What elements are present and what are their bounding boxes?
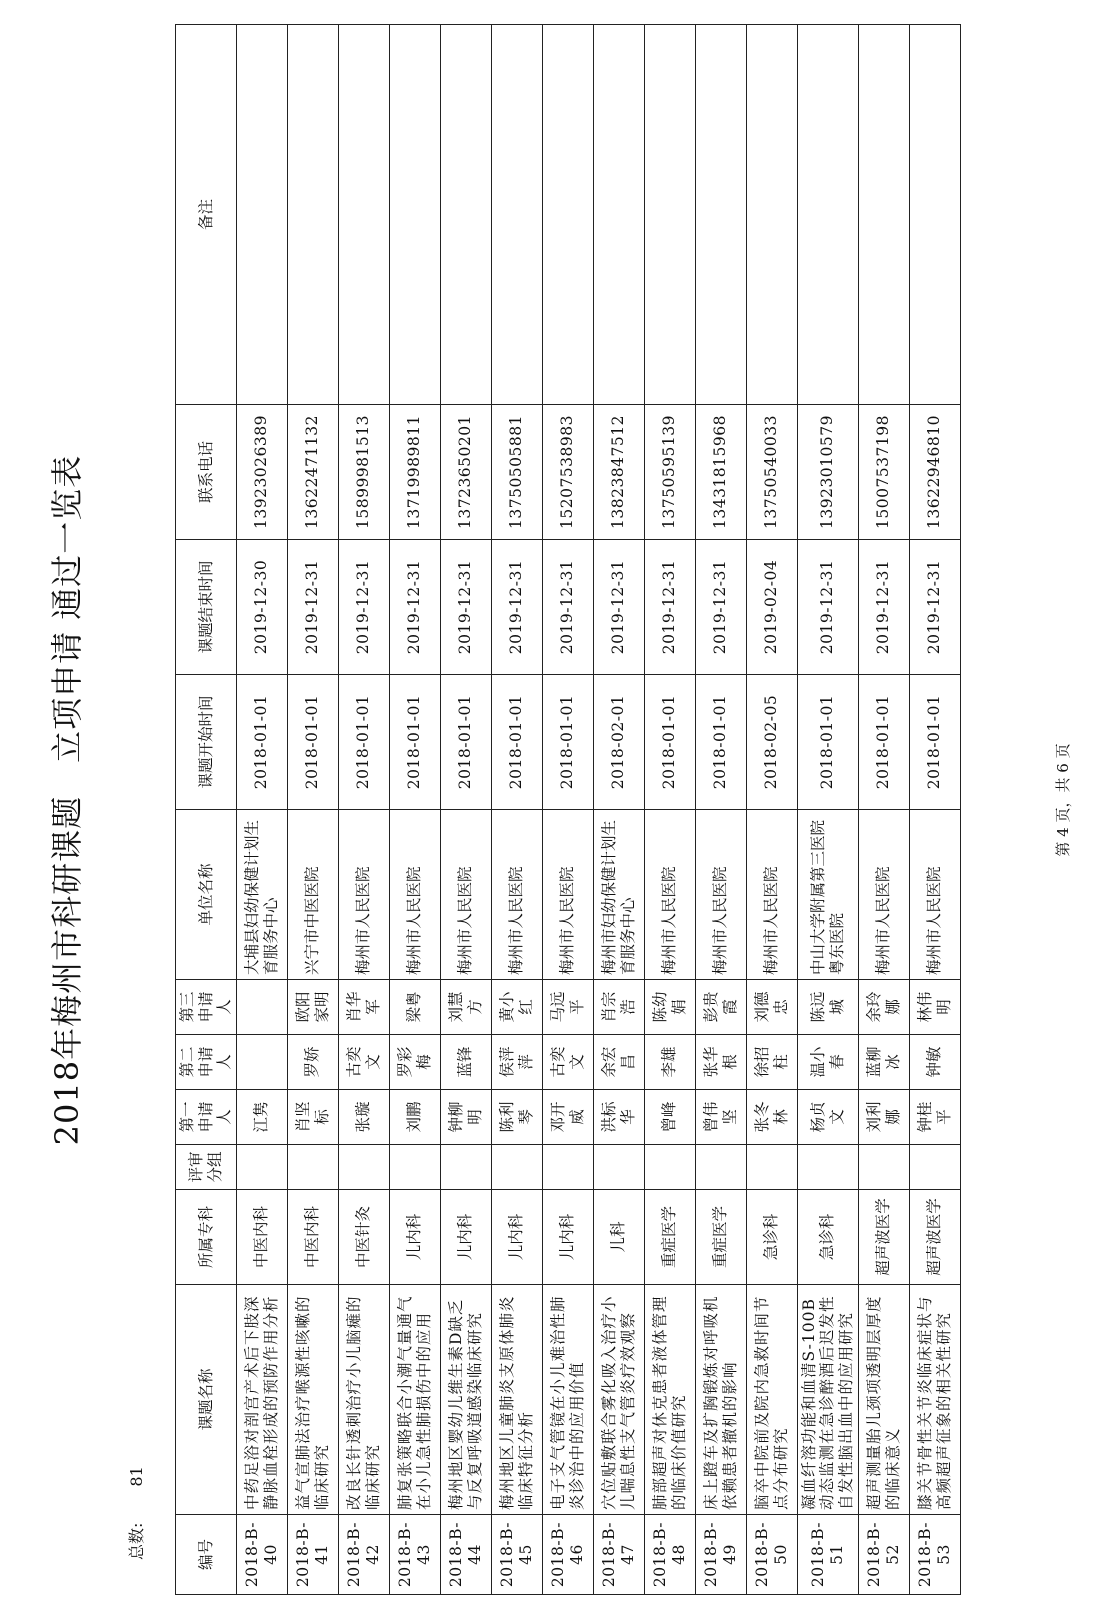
table-row — [491, 25, 542, 1595]
cell-note — [389, 25, 440, 405]
cell-topic: 床上蹬车及扩胸锻炼对呼吸机依赖患者撤机的影响 — [695, 1285, 746, 1515]
cell-dept: 中医内科 — [236, 1190, 287, 1285]
table-row — [440, 25, 491, 1595]
cell-topic: 电子支气管镜在小儿难治性肺炎诊治中的应用价值 — [542, 1285, 593, 1515]
col-header-id: 编号 — [176, 1515, 237, 1595]
col-header-applicant3: 第三申请人 — [176, 980, 237, 1035]
cell-applicant3: 陈远城 — [797, 980, 858, 1035]
cell-unit: 兴宁市中医医院 — [287, 810, 338, 980]
total-count — [124, 1466, 147, 1560]
cell-applicant3: 马远平 — [542, 980, 593, 1035]
cell-applicant1: 洪标华 — [593, 1090, 644, 1145]
col-header-group: 评审分组 — [176, 1145, 237, 1190]
col-header-phone: 联系电话 — [176, 405, 237, 540]
cell-group — [491, 1145, 542, 1190]
page-title: 2018年梅州市科研课题 立项申请 通过一览表 — [48, 454, 86, 1146]
cell-end: 2019-12-31 — [797, 540, 858, 675]
cell-start: 2018-01-01 — [909, 675, 960, 810]
cell-end: 2019-12-30 — [236, 540, 287, 675]
cell-end: 2019-12-31 — [389, 540, 440, 675]
table-row — [695, 25, 746, 1595]
page-footer: 第 4 页，共 6 页 — [1054, 743, 1072, 857]
table-row — [236, 25, 287, 1595]
cell-topic: 穴位贴敷联合雾化吸入治疗小儿喘息性支气管炎疗效观察 — [593, 1285, 644, 1515]
cell-id: 2018-B-48 — [644, 1515, 695, 1595]
cell-note — [440, 25, 491, 405]
cell-applicant2: 罗彩梅 — [389, 1035, 440, 1090]
cell-group — [746, 1145, 797, 1190]
col-header-applicant2: 第二申请人 — [176, 1035, 237, 1090]
total-label: 总数: — [127, 1522, 146, 1560]
cell-applicant1: 邓开威 — [542, 1090, 593, 1145]
cell-applicant1: 刘利娜 — [858, 1090, 909, 1145]
cell-applicant1: 陈利琴 — [491, 1090, 542, 1145]
table-row — [909, 25, 960, 1595]
cell-start: 2018-01-01 — [440, 675, 491, 810]
cell-note — [858, 25, 909, 405]
table-row — [797, 25, 858, 1595]
cell-applicant1: 江隽 — [236, 1090, 287, 1145]
cell-unit: 梅州市人民医院 — [695, 810, 746, 980]
cell-unit: 梅州市人民医院 — [542, 810, 593, 980]
cell-group — [287, 1145, 338, 1190]
col-header-applicant1: 第一申请人 — [176, 1090, 237, 1145]
cell-applicant1: 曾伟坚 — [695, 1090, 746, 1145]
cell-topic: 超声测量胎儿颈项透明层厚度的临床意义 — [858, 1285, 909, 1515]
cell-applicant3: 陈幼娟 — [644, 980, 695, 1035]
cell-group — [593, 1145, 644, 1190]
table-row — [338, 25, 389, 1595]
cell-applicant3: 林伟明 — [909, 980, 960, 1035]
cell-unit: 梅州市人民医院 — [491, 810, 542, 980]
cell-start: 2018-01-01 — [236, 675, 287, 810]
cell-applicant3: 梁粤 — [389, 980, 440, 1035]
cell-applicant1: 刘鹏 — [389, 1090, 440, 1145]
table-row — [389, 25, 440, 1595]
cell-start: 2018-01-01 — [644, 675, 695, 810]
cell-phone: 13723650201 — [440, 405, 491, 540]
cell-applicant1: 张冬林 — [746, 1090, 797, 1145]
cell-group — [440, 1145, 491, 1190]
cell-topic: 梅州地区婴幼儿维生素D缺乏与反复呼吸道感染临床研究 — [440, 1285, 491, 1515]
col-header-topic: 课题名称 — [176, 1285, 237, 1515]
cell-id: 2018-B-53 — [909, 1515, 960, 1595]
cell-topic: 脑卒中院前及院内急救时间节点分布研究 — [746, 1285, 797, 1515]
cell-applicant2: 钟敏 — [909, 1035, 960, 1090]
cell-id: 2018-B-52 — [858, 1515, 909, 1595]
cell-applicant2: 古奕文 — [338, 1035, 389, 1090]
cell-end: 2019-12-31 — [542, 540, 593, 675]
cell-id: 2018-B-49 — [695, 1515, 746, 1595]
cell-applicant3: 肖宗浩 — [593, 980, 644, 1035]
cell-group — [858, 1145, 909, 1190]
cell-topic: 凝血纤溶功能和血清S-100B动态监测在急诊醉酒后迟发性自发性脑出血中的应用研究 — [797, 1285, 858, 1515]
cell-applicant3: 欧阳家明 — [287, 980, 338, 1035]
cell-group — [644, 1145, 695, 1190]
cell-phone: 15207538983 — [542, 405, 593, 540]
cell-unit: 梅州市人民医院 — [746, 810, 797, 980]
cell-applicant3: 刘慧方 — [440, 980, 491, 1035]
cell-unit: 梅州市妇幼保健计划生育服务中心 — [593, 810, 644, 980]
cell-dept: 儿内科 — [440, 1190, 491, 1285]
cell-dept: 中医内科 — [287, 1190, 338, 1285]
cell-phone: 13622946810 — [909, 405, 960, 540]
col-header-note: 备注 — [176, 25, 237, 405]
cell-end: 2019-12-31 — [440, 540, 491, 675]
cell-topic: 益气宣肺法治疗喉源性咳嗽的临床研究 — [287, 1285, 338, 1515]
cell-unit: 梅州市人民医院 — [644, 810, 695, 980]
cell-applicant2: 古奕文 — [542, 1035, 593, 1090]
cell-end: 2019-12-31 — [644, 540, 695, 675]
cell-applicant2: 蓝锋 — [440, 1035, 491, 1090]
cell-id: 2018-B-43 — [389, 1515, 440, 1595]
cell-id: 2018-B-40 — [236, 1515, 287, 1595]
cell-end: 2019-12-31 — [287, 540, 338, 675]
table-row — [858, 25, 909, 1595]
cell-id: 2018-B-50 — [746, 1515, 797, 1595]
cell-phone: 13622471132 — [287, 405, 338, 540]
cell-applicant2: 徐招柱 — [746, 1035, 797, 1090]
cell-start: 2018-01-01 — [491, 675, 542, 810]
cell-dept: 儿内科 — [491, 1190, 542, 1285]
cell-dept: 儿科 — [593, 1190, 644, 1285]
total-value: 81 — [127, 1466, 146, 1487]
cell-end: 2019-02-04 — [746, 540, 797, 675]
cell-id: 2018-B-47 — [593, 1515, 644, 1595]
cell-applicant1: 张璇 — [338, 1090, 389, 1145]
cell-dept: 超声波医学 — [909, 1190, 960, 1285]
cell-group — [236, 1145, 287, 1190]
cell-applicant3: 刘德忠 — [746, 980, 797, 1035]
cell-dept: 急诊科 — [797, 1190, 858, 1285]
cell-unit: 梅州市人民医院 — [389, 810, 440, 980]
cell-phone: 13719989811 — [389, 405, 440, 540]
cell-applicant2: 温小春 — [797, 1035, 858, 1090]
cell-phone: 13431815968 — [695, 405, 746, 540]
cell-note — [593, 25, 644, 405]
cell-topic: 膝关节骨性关节炎临床症状与高频超声征象的相关性研究 — [909, 1285, 960, 1515]
cell-unit: 梅州市人民医院 — [909, 810, 960, 980]
cell-note — [695, 25, 746, 405]
cell-phone: 13750595139 — [644, 405, 695, 540]
cell-topic: 中药足浴对剖宫产术后下肢深静脉血栓形成的预防作用分析 — [236, 1285, 287, 1515]
cell-end: 2019-12-31 — [858, 540, 909, 675]
col-header-end: 课题结束时间 — [176, 540, 237, 675]
cell-start: 2018-02-05 — [746, 675, 797, 810]
cell-topic: 肺复张策略联合小潮气量通气在小儿急性肺损伤中的应用 — [389, 1285, 440, 1515]
cell-group — [797, 1145, 858, 1190]
cell-start: 2018-01-01 — [858, 675, 909, 810]
cell-topic: 梅州地区儿童肺炎支原体肺炎临床特征分析 — [491, 1285, 542, 1515]
cell-phone: 15007537198 — [858, 405, 909, 540]
cell-applicant2: 李雄 — [644, 1035, 695, 1090]
project-table — [175, 24, 961, 1595]
cell-end: 2019-12-31 — [695, 540, 746, 675]
cell-id: 2018-B-51 — [797, 1515, 858, 1595]
cell-note — [909, 25, 960, 405]
cell-applicant2: 张华根 — [695, 1035, 746, 1090]
cell-note — [287, 25, 338, 405]
cell-note — [236, 25, 287, 405]
cell-applicant3: 黄小红 — [491, 980, 542, 1035]
cell-unit: 大埔县妇幼保健计划生育服务中心 — [236, 810, 287, 980]
cell-unit: 中山大学附属第三医院粤东医院 — [797, 810, 858, 980]
cell-applicant2: 罗娇 — [287, 1035, 338, 1090]
cell-applicant1: 曾峰 — [644, 1090, 695, 1145]
table-row — [593, 25, 644, 1595]
cell-end: 2019-12-31 — [909, 540, 960, 675]
cell-dept: 急诊科 — [746, 1190, 797, 1285]
cell-id: 2018-B-46 — [542, 1515, 593, 1595]
cell-applicant3: 肖华军 — [338, 980, 389, 1035]
cell-end: 2019-12-31 — [593, 540, 644, 675]
cell-start: 2018-01-01 — [287, 675, 338, 810]
table-body — [236, 25, 960, 1595]
cell-applicant3: 彭贵霞 — [695, 980, 746, 1035]
cell-applicant1: 肖坚标 — [287, 1090, 338, 1145]
table-row — [746, 25, 797, 1595]
table-row — [644, 25, 695, 1595]
cell-start: 2018-01-01 — [389, 675, 440, 810]
cell-phone: 13923010579 — [797, 405, 858, 540]
cell-group — [389, 1145, 440, 1190]
cell-applicant1: 钟柳明 — [440, 1090, 491, 1145]
cell-dept: 儿内科 — [542, 1190, 593, 1285]
cell-dept: 中医针灸 — [338, 1190, 389, 1285]
cell-phone: 13750540033 — [746, 405, 797, 540]
cell-topic: 改良长针透刺治疗小儿脑瘫的临床研究 — [338, 1285, 389, 1515]
cell-dept: 重症医学 — [644, 1190, 695, 1285]
cell-note — [338, 25, 389, 405]
cell-end: 2019-12-31 — [338, 540, 389, 675]
cell-group — [542, 1145, 593, 1190]
cell-applicant1: 杨贞文 — [797, 1090, 858, 1145]
cell-end: 2019-12-31 — [491, 540, 542, 675]
cell-id: 2018-B-45 — [491, 1515, 542, 1595]
cell-applicant3: 余玲娜 — [858, 980, 909, 1035]
cell-note — [491, 25, 542, 405]
cell-dept: 重症医学 — [695, 1190, 746, 1285]
cell-start: 2018-01-01 — [542, 675, 593, 810]
cell-applicant2: 侯萍萍 — [491, 1035, 542, 1090]
cell-phone: 13923026389 — [236, 405, 287, 540]
cell-id: 2018-B-44 — [440, 1515, 491, 1595]
cell-group — [695, 1145, 746, 1190]
cell-applicant2 — [236, 1035, 287, 1090]
col-header-unit: 单位名称 — [176, 810, 237, 980]
cell-start: 2018-01-01 — [797, 675, 858, 810]
cell-dept: 儿内科 — [389, 1190, 440, 1285]
cell-id: 2018-B-42 — [338, 1515, 389, 1595]
cell-applicant3 — [236, 980, 287, 1035]
cell-start: 2018-01-01 — [338, 675, 389, 810]
cell-unit: 梅州市人民医院 — [440, 810, 491, 980]
cell-group — [909, 1145, 960, 1190]
cell-unit: 梅州市人民医院 — [338, 810, 389, 980]
cell-start: 2018-01-01 — [695, 675, 746, 810]
cell-start: 2018-02-01 — [593, 675, 644, 810]
table-row — [287, 25, 338, 1595]
table-row — [542, 25, 593, 1595]
cell-id: 2018-B-41 — [287, 1515, 338, 1595]
cell-phone: 13750505881 — [491, 405, 542, 540]
cell-applicant1: 钟桂平 — [909, 1090, 960, 1145]
cell-applicant2: 余宏昌 — [593, 1035, 644, 1090]
col-header-start: 课题开始时间 — [176, 675, 237, 810]
cell-unit: 梅州市人民医院 — [858, 810, 909, 980]
cell-note — [644, 25, 695, 405]
cell-note — [797, 25, 858, 405]
cell-group — [338, 1145, 389, 1190]
cell-applicant2: 蓝柳冰 — [858, 1035, 909, 1090]
cell-note — [746, 25, 797, 405]
cell-dept: 超声波医学 — [858, 1190, 909, 1285]
table-header-row — [176, 25, 237, 1595]
cell-topic: 肺部超声对休克患者液体管理的临床价值研究 — [644, 1285, 695, 1515]
col-header-dept: 所属专科 — [176, 1190, 237, 1285]
cell-phone: 15899981513 — [338, 405, 389, 540]
cell-note — [542, 25, 593, 405]
cell-phone: 13823847512 — [593, 405, 644, 540]
